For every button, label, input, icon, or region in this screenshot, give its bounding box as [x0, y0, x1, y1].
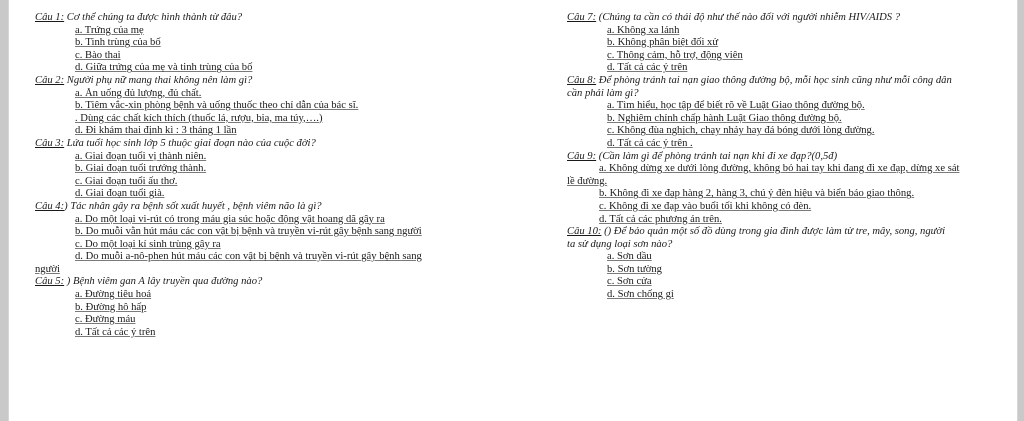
question-text: Lứa tuổi học sinh lớp 5 thuộc giai đoạn nào của cuộc đời? [64, 137, 316, 149]
answer-option-text: . Dùng các chất kích thích (thuốc lá, rượu, bia, ma túy,….) [75, 112, 323, 124]
answer-option [567, 62, 1013, 75]
question-line [35, 138, 505, 151]
answer-option [567, 214, 1013, 227]
question-text: Để phòng tránh tai nạn giao thông đường bộ, mỗi học sinh cũng như mỗi công dân [596, 74, 952, 86]
question-number: Câu 3: [35, 137, 65, 149]
answer-option-text: d. Tất cả các ý trên . [607, 137, 693, 149]
answer-option-text: c. Sơn cửa [607, 276, 652, 288]
question-number: Câu 8: [567, 74, 597, 86]
question-number: Câu 2: [35, 74, 65, 86]
answer-option-text: b. Tinh trùng của bố [75, 37, 161, 49]
answer-option [35, 251, 505, 264]
answer-option [35, 188, 505, 201]
question-text: () Để bảo quản một số đồ dùng trong gia đình được làm từ tre, mây, song, người [601, 226, 946, 238]
answer-option-text: c. Không đùa nghịch, chạy nhảy hay đá bóng dưới lòng đường. [607, 125, 875, 137]
answer-option [567, 289, 1013, 302]
answer-option [567, 25, 1013, 38]
answer-option [35, 327, 505, 340]
question-line [35, 75, 505, 88]
answer-option [567, 138, 1013, 151]
answer-option [35, 125, 505, 138]
answer-option [567, 264, 1013, 277]
answer-option-text: d. Giai đoạn tuổi già. [75, 188, 165, 200]
answer-option [567, 113, 1013, 126]
answer-option-text: b. Tiêm vắc-xin phòng bệnh và uống thuốc theo chỉ dẫn của bác sĩ. [75, 100, 359, 112]
answer-option [567, 50, 1013, 63]
question-text: Người phụ nữ mang thai không nên làm gì? [64, 74, 253, 86]
answer-option-text: a. Sơn dầu [607, 251, 652, 263]
question-text: (Cần làm gì để phòng tránh tai nạn khi đi xe đạp?(0,5đ) [596, 150, 838, 162]
answer-option-text: b. Đường hô hấp [75, 301, 147, 313]
question-number: Câu 5: [35, 276, 65, 288]
question-line [35, 276, 505, 289]
answer-option-text: d. Tất cả các ý trên [75, 326, 156, 338]
question-line [35, 12, 505, 25]
answer-option [567, 37, 1013, 50]
answer-option [35, 302, 505, 315]
answer-option-text: d. Giữa trứng của mẹ và tinh trùng của bố [75, 62, 253, 74]
answer-option [35, 239, 505, 252]
answer-option-text: a. Ăn uống đủ lượng, đủ chất. [75, 87, 202, 99]
question-text: ) Tác nhân gây ra bệnh sốt xuất huyết , bệnh viêm não là gì? [64, 200, 322, 212]
question-text: Cơ thể chúng ta được hình thành từ đâu? [64, 12, 243, 23]
answer-option [35, 113, 505, 126]
question-number: Câu 1: [35, 12, 65, 23]
question-line [567, 226, 1013, 239]
answer-option [35, 25, 505, 38]
answer-option [567, 125, 1013, 138]
answer-option-text: d. Tất cả các ý trên [607, 62, 688, 74]
question-line [567, 239, 1013, 252]
question-line [567, 151, 1013, 164]
answer-option [35, 176, 505, 189]
answer-option [35, 50, 505, 63]
answer-option-text: c. Không đi xe đạp vào buổi tối khi không có đèn. [599, 200, 812, 212]
answer-option-text: c. Thông cảm, hỗ trợ, động viên [607, 49, 743, 61]
answer-option-text: d. Đi khám thai định kì : 3 tháng 1 lần [75, 125, 237, 137]
answer-option [567, 276, 1013, 289]
answer-option [35, 100, 505, 113]
answer-option [35, 151, 505, 164]
answer-option-text: c. Bào thai [75, 49, 121, 61]
answer-option-text: lề đường. [567, 175, 608, 187]
question-line [35, 201, 505, 214]
question-number: Câu 7: [567, 12, 597, 23]
answer-option-text: a. Không xa lánh [607, 24, 680, 36]
answer-option-text: b. Giai đoạn tuổi trưởng thành. [75, 163, 207, 175]
answer-option-text: b. Sơn tường [607, 263, 662, 275]
answer-option-text: b. Không phân biệt đối xử [607, 37, 719, 49]
answer-option [35, 226, 505, 239]
answer-option-text: người [35, 263, 60, 275]
answer-option-text: b. Không đi xe đạp hàng 2, hàng 3, chú ý đèn hiệu và biển báo giao thông. [599, 188, 915, 200]
answer-option [35, 214, 505, 227]
answer-option-text: c. Do một loại kí sinh trùng gây ra [75, 238, 221, 250]
answer-option-text: d. Tất cả các phương án trên. [599, 213, 722, 225]
answer-option [35, 163, 505, 176]
answer-option [35, 314, 505, 327]
answer-option [567, 176, 1013, 189]
question-line [567, 75, 1013, 88]
left-column [35, 12, 505, 339]
answer-option [567, 251, 1013, 264]
question-text: cần phải làm gì? [567, 87, 639, 99]
answer-option-text: a. Tìm hiểu, học tập để biết rõ về Luật Giao thông đường bộ. [607, 100, 865, 112]
answer-option [567, 100, 1013, 113]
answer-option [35, 289, 505, 302]
answer-option-text: d. Do muỗi a-nô-phen hút máu các con vật bị bệnh và truyền vi-rút gây bệnh sang [75, 251, 422, 263]
question-number: Câu 4: [35, 200, 65, 212]
question-line [567, 88, 1013, 101]
answer-option [35, 62, 505, 75]
answer-option-text: a. Đường tiêu hoá [75, 289, 152, 301]
question-number: Câu 9: [567, 150, 597, 162]
question-text: (Chúng ta cần có thái độ như thế nào đối với người nhiễm HIV/AIDS ? [596, 12, 900, 23]
answer-option [35, 88, 505, 101]
question-text: ta sử dụng loại sơn nào? [567, 238, 673, 250]
question-line [567, 12, 1013, 25]
answer-option-text: b. Do muỗi vằn hút máu các con vật bị bệnh và truyền vi-rút gây bệnh sang người [75, 226, 422, 238]
answer-option [567, 201, 1013, 214]
answer-option-text: a. Giai đoạn tuổi vị thành niên. [75, 150, 207, 162]
answer-option-text: d. Sơn chống gỉ [607, 289, 674, 301]
question-text: ) Bệnh viêm gan A lây truyền qua đường nào? [64, 276, 263, 288]
answer-option-text: c. Giai đoạn tuổi ấu thơ. [75, 175, 178, 187]
answer-option [567, 163, 1013, 176]
answer-option [567, 188, 1013, 201]
answer-option-text: c. Đường máu [75, 314, 136, 326]
answer-option-text: a. Không dừng xe dưới lòng đường, không bỏ hai tay khi đang đi xe đạp, dừng xe sát [599, 163, 960, 175]
answer-option [35, 264, 505, 277]
answer-option-text: b. Nghiêm chỉnh chấp hành Luật Giao thông đường bộ. [607, 112, 842, 124]
answer-option-text: a. Do một loại vi-rút có trong máu gia súc hoặc động vật hoang dã gây ra [75, 213, 385, 225]
document-page [8, 0, 1018, 421]
answer-option [35, 37, 505, 50]
answer-option-text: a. Trứng của mẹ [75, 24, 144, 36]
right-column [567, 12, 1013, 302]
question-number: Câu 10: [567, 226, 602, 238]
